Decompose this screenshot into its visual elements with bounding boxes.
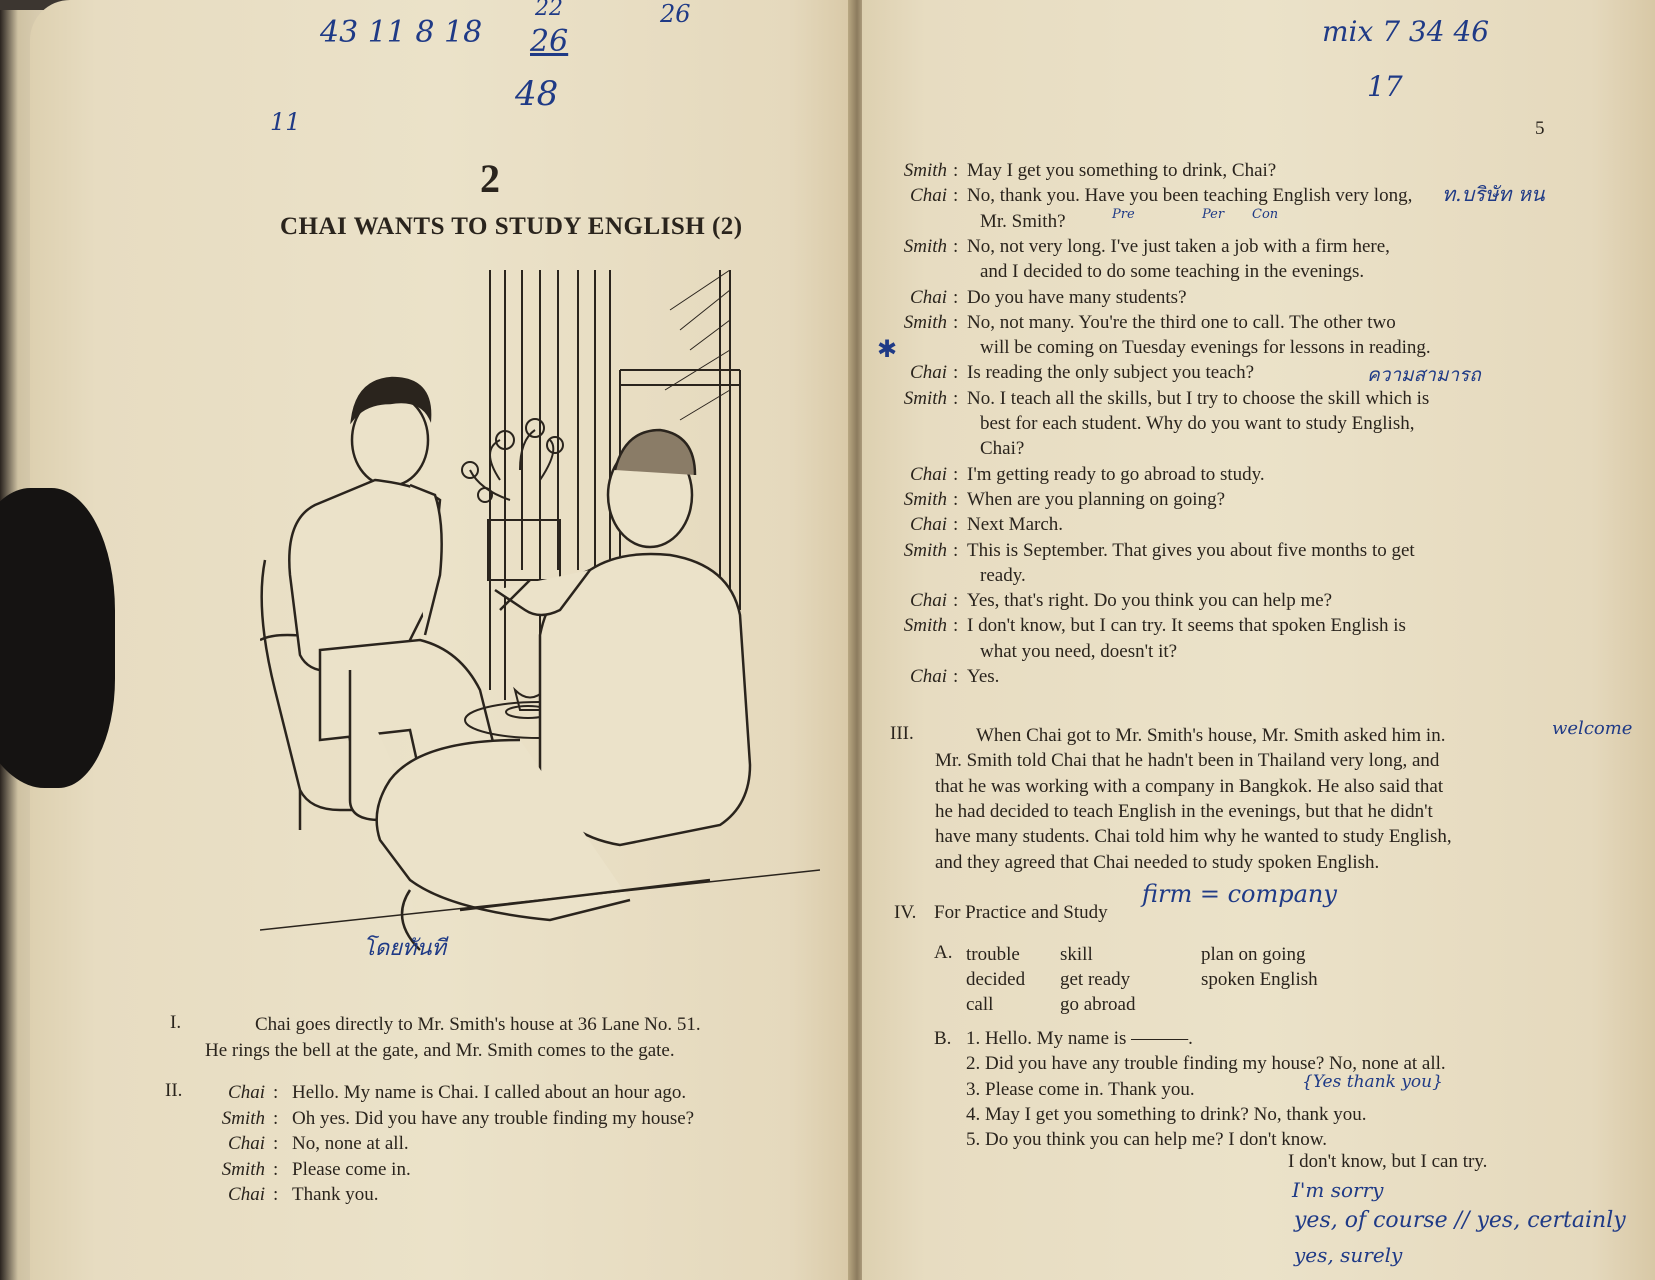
- handwritten-48: 48: [515, 74, 559, 114]
- speaker-name: Smith: [903, 615, 947, 637]
- speaker-name: Chai: [910, 185, 947, 207]
- dialogue-line: This is September. That gives you about five months to get: [967, 539, 1415, 561]
- speaker-colon: :: [273, 1107, 279, 1129]
- section-i-line-1: Chai goes directly to Mr. Smith's house at 36 Lane No. 51.: [255, 1014, 701, 1035]
- left-page: [30, 0, 855, 1280]
- handwritten-welcome: welcome: [1552, 718, 1633, 739]
- section-iv-b-label: B.: [934, 1028, 952, 1049]
- handwritten-con: Con: [1252, 207, 1279, 222]
- dialogue-line: No, none at all.: [292, 1133, 409, 1154]
- vocab-column-1: [966, 942, 1025, 1017]
- speaker-name: Chai: [228, 1082, 265, 1103]
- vocab-word: trouble: [966, 944, 1020, 965]
- dialogue-line: May I get you something to drink, Chai?: [967, 160, 1277, 181]
- dialogue-line: Yes, that's right. Do you think you can help me?: [967, 590, 1333, 612]
- handwritten-11: 11: [270, 108, 301, 136]
- dialogue-line: No. I teach all the skills, but I try to choose the skill which is: [967, 387, 1430, 409]
- vocab-column-2: [1060, 942, 1135, 1017]
- section-iii-label: III.: [890, 723, 914, 744]
- speaker-colon: :: [953, 666, 959, 687]
- right-page: [862, 0, 1655, 1280]
- exercise-5-continued: I don't know, but I can try.: [1288, 1151, 1488, 1172]
- illustration-two-men-talking: [260, 270, 820, 960]
- speaker-colon: :: [953, 311, 959, 333]
- speaker-colon: :: [953, 387, 959, 409]
- handwritten-pre: Pre: [1112, 207, 1135, 222]
- speaker-name: Chai: [910, 590, 947, 612]
- speaker-name: Chai: [910, 362, 947, 384]
- thumb-holding-book: [0, 488, 115, 788]
- vocab-column-3: [1201, 942, 1318, 992]
- handwritten-yes-thank-you: {Yes thank you}: [1302, 1072, 1443, 1092]
- exercise-4: 4. May I get you something to drink? No, thank you.: [966, 1104, 1367, 1125]
- exercise-1: 1. Hello. My name is ———.: [966, 1028, 1193, 1049]
- dialogue-line: best for each student. Why do you want to study English,: [980, 413, 1415, 434]
- speaker-colon: :: [953, 539, 959, 561]
- dialogue-line: Is reading the only subject you teach?: [967, 362, 1255, 384]
- vocab-word: get ready: [1060, 969, 1131, 990]
- vocab-word: go abroad: [1060, 994, 1136, 1015]
- dialogue-line: I'm getting ready to go abroad to study.: [967, 463, 1265, 485]
- speaker-colon: :: [953, 235, 959, 257]
- dialogue-line: Please come in.: [292, 1158, 411, 1180]
- speaker-name: Smith: [221, 1158, 265, 1180]
- handwritten-per: Per: [1202, 207, 1225, 222]
- dialogue-line: Do you have many students?: [967, 286, 1187, 308]
- dialogue-line: Yes.: [967, 666, 1000, 687]
- speaker-name: Smith: [903, 160, 947, 181]
- speaker-colon: :: [953, 286, 959, 308]
- speaker-colon: :: [273, 1133, 279, 1154]
- dialogue-line: When are you planning on going?: [967, 488, 1226, 510]
- handwritten-26-right: 26: [660, 0, 691, 28]
- speaker-name: Chai: [910, 666, 947, 687]
- section-iv-title: For Practice and Study: [934, 902, 1108, 923]
- dialogue-line: Mr. Smith?: [980, 210, 1066, 232]
- vocab-word: call: [966, 994, 994, 1015]
- vocab-word: plan on going: [1201, 944, 1306, 965]
- speaker-colon: :: [953, 362, 959, 384]
- speaker-name: Chai: [910, 463, 947, 485]
- dialogue-line: Chai?: [980, 438, 1025, 460]
- dialogue-line: No, not many. You're the third one to call. The other two: [967, 311, 1396, 333]
- handwritten-thai-firm: ท.บริษัท หน: [1442, 182, 1545, 206]
- handwritten-im-sorry: I'm sorry: [1292, 1178, 1384, 1202]
- lesson-title: CHAI WANTS TO STUDY ENGLISH (2): [280, 213, 743, 240]
- dialogue-line: Hello. My name is Chai. I called about an hour ago.: [292, 1082, 687, 1103]
- section-iii-line: have many students. Chai told him why he wanted to study English,: [935, 826, 1452, 848]
- speaker-colon: :: [953, 463, 959, 485]
- handwritten-26: 26: [530, 24, 569, 59]
- section-iii-line: he had decided to teach English in the evenings, but that he didn't: [935, 800, 1433, 822]
- dialogue-line: will be coming on Tuesday evenings for lessons in reading.: [980, 337, 1431, 359]
- speaker-name: Chai: [228, 1184, 265, 1205]
- speaker-name: Smith: [903, 539, 947, 561]
- section-iii-line: and they agreed that Chai needed to study spoken English.: [935, 851, 1380, 873]
- dialogue-line: ready.: [980, 564, 1026, 586]
- speaker-colon: :: [953, 514, 959, 536]
- section-i-line-2: He rings the bell at the gate, and Mr. Smith comes to the gate.: [205, 1040, 675, 1061]
- handwritten-asterisk: ✱: [877, 335, 898, 363]
- speaker-colon: :: [953, 590, 959, 612]
- dialogue-line: No, thank you. Have you been teaching English very long,: [967, 185, 1413, 207]
- speaker-colon: :: [953, 488, 959, 510]
- dialogue-line: and I decided to do some teaching in the evenings.: [980, 261, 1365, 283]
- handwritten-top-numbers: 43 11 8 18: [320, 15, 483, 50]
- handwritten-thai-directly: โดยทันที: [363, 936, 447, 961]
- dialogue-line: No, not very long. I've just taken a job with a firm here,: [967, 235, 1390, 257]
- dialogue-line: what you need, doesn't it?: [980, 640, 1178, 662]
- speaker-colon: :: [953, 185, 959, 207]
- speaker-colon: :: [273, 1184, 279, 1205]
- section-iii-line: that he was working with a company in Bangkok. He also said that: [935, 775, 1444, 797]
- speaker-name: Smith: [903, 488, 947, 510]
- section-ii-label: II.: [165, 1080, 183, 1101]
- speaker-name: Chai: [910, 514, 947, 536]
- section-iv-label: IV.: [894, 902, 917, 923]
- section-iii-line: When Chai got to Mr. Smith's house, Mr. Smith asked him in.: [976, 725, 1446, 746]
- handwritten-17: 17: [1367, 70, 1403, 103]
- vocab-word: decided: [966, 969, 1026, 990]
- speaker-colon: :: [953, 160, 959, 181]
- dialogue-line: Oh yes. Did you have any trouble finding my house?: [292, 1107, 695, 1129]
- speaker-name: Smith: [903, 235, 947, 257]
- section-iii-line: Mr. Smith told Chai that he hadn't been in Thailand very long, and: [935, 750, 1440, 772]
- speaker-colon: :: [953, 615, 959, 637]
- dialogue-line: I don't know, but I can try. It seems that spoken English is: [967, 615, 1406, 637]
- section-iv-a-label: A.: [934, 942, 953, 963]
- handwritten-22: 22: [535, 0, 563, 21]
- handwritten-yes-surely: yes, surely: [1294, 1243, 1403, 1267]
- speaker-name: Smith: [903, 387, 947, 409]
- handwritten-top-right: mix 7 34 46: [1322, 15, 1490, 48]
- exercise-3: 3. Please come in. Thank you.: [966, 1079, 1195, 1100]
- handwritten-firm-company: firm = company: [1142, 880, 1337, 908]
- section-i-label: I.: [170, 1012, 182, 1033]
- page-number: 5: [1535, 118, 1545, 139]
- lesson-number: 2: [480, 156, 500, 201]
- vocab-word: spoken English: [1201, 969, 1318, 990]
- handwritten-thai-subject: ความสามารถ: [1367, 364, 1481, 386]
- vocab-word: skill: [1060, 944, 1093, 965]
- speaker-name: Smith: [221, 1107, 265, 1129]
- exercise-2: 2. Did you have any trouble finding my house? No, none at all.: [966, 1053, 1446, 1074]
- handwritten-yes-of-course: yes, of course // yes, certainly: [1294, 1208, 1626, 1233]
- dialogue-line: Thank you.: [292, 1184, 379, 1205]
- speaker-name: Chai: [910, 286, 947, 308]
- exercise-5: 5. Do you think you can help me? I don't know.: [966, 1129, 1328, 1150]
- speaker-name: Smith: [903, 311, 947, 333]
- speaker-colon: :: [273, 1158, 279, 1180]
- dialogue-line: Next March.: [967, 514, 1064, 536]
- speaker-name: Chai: [228, 1133, 265, 1154]
- speaker-colon: :: [273, 1082, 279, 1103]
